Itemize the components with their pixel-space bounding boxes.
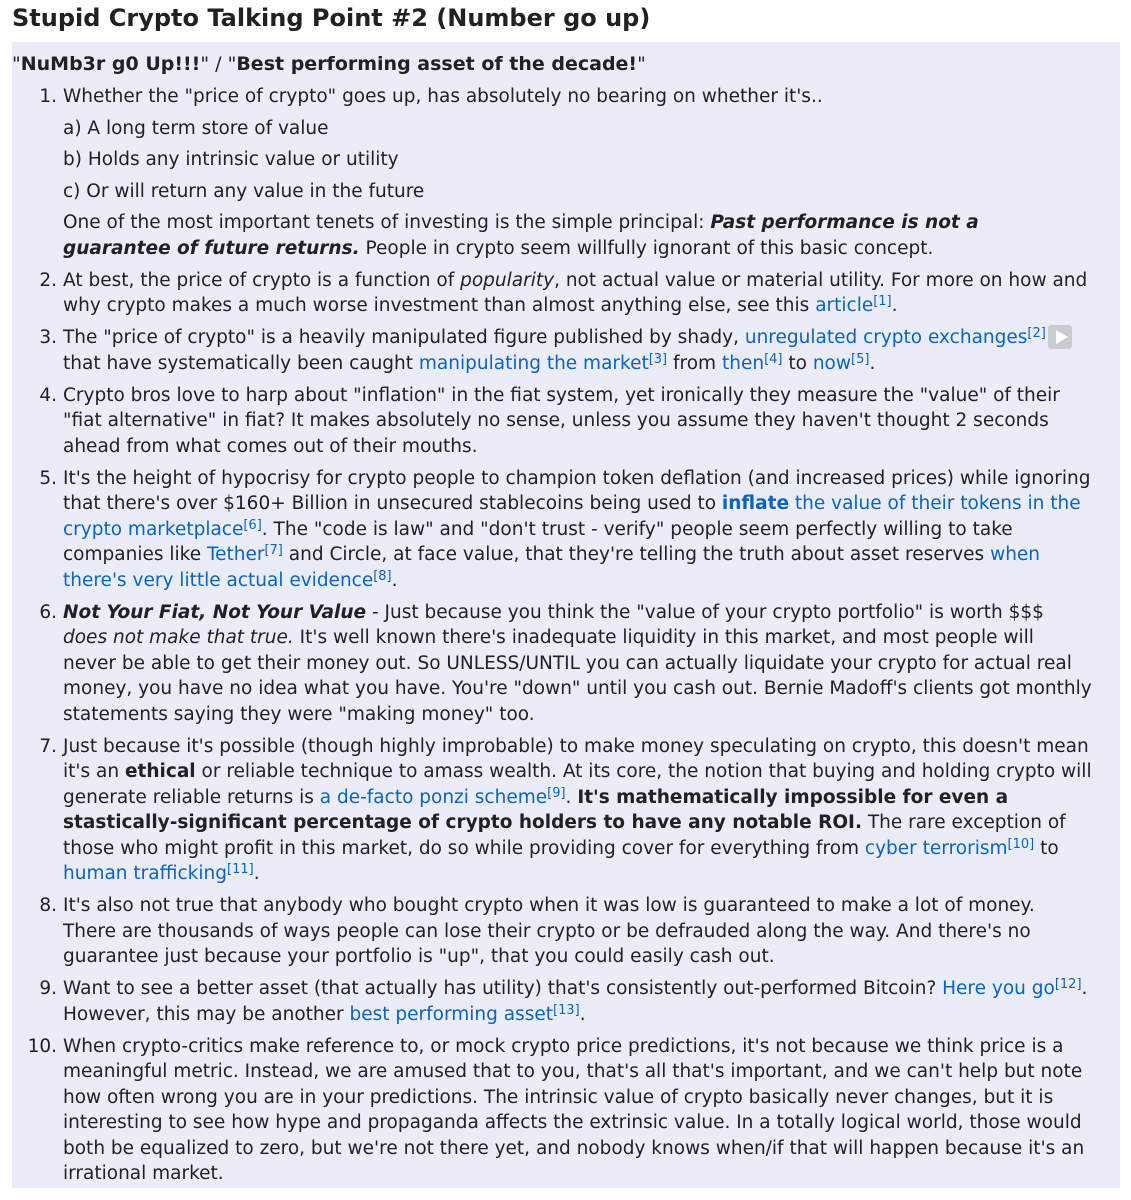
text-segment: . bbox=[391, 569, 398, 591]
citation-ref[interactable]: [2] bbox=[1027, 326, 1046, 341]
text-segment: The rare exception of those who might profit in this market, do so while providing cover for everything from bbox=[63, 812, 1066, 859]
item-text bbox=[63, 268, 1092, 319]
bold-italic-heading: Not Your Fiat, Not Your Value bbox=[63, 601, 367, 623]
list-item bbox=[12, 734, 1092, 887]
sub-item-c: c) Or will return any value in the future bbox=[63, 180, 425, 202]
text-segment: . bbox=[869, 352, 876, 374]
list-item bbox=[12, 893, 1092, 970]
text-segment: from bbox=[667, 352, 722, 374]
list-item bbox=[12, 268, 1092, 319]
text-segment: It's the height of hypocrisy for crypto people to champion token deflation (and increased prices) while ignoring that there's over $160+ Billion in unsecured stablecoins being used to bbox=[63, 467, 1091, 514]
best-performing-asset-link[interactable]: best performing asset bbox=[349, 1003, 553, 1025]
list-item bbox=[12, 84, 1092, 261]
item-text: Whether the "price of crypto" goes up, has absolutely no bearing on whether it's.. bbox=[63, 86, 823, 107]
principle-text-before: One of the most important tenets of investing is the simple principal: bbox=[63, 212, 711, 233]
citation-ref[interactable]: [6] bbox=[243, 517, 262, 533]
intro-quote-open: " bbox=[12, 53, 21, 75]
little-evidence-link[interactable]: when there's very little actual evidence bbox=[63, 544, 1041, 591]
intro-quote-close: " bbox=[637, 53, 646, 75]
citation-ref[interactable]: [8] bbox=[373, 568, 392, 584]
text-segment: . bbox=[565, 786, 578, 808]
citation-ref[interactable]: [13] bbox=[553, 1002, 580, 1018]
intro-separator: " / " bbox=[200, 53, 237, 75]
talking-points-list bbox=[12, 84, 1092, 1188]
item-text: When crypto-critics make reference to, or mock crypto price predictions, it's not because we think price is a meaningful metric. Instead, we are amused that to you, that's all that's important, and we can't help but note how often wrong you are in your predictions. The intrinsic value of crypto basically never changes, but it is interesting to see how hype and propaganda affects the extrinsic value. In a totally logical world, those would both be equalized to zero, but we're not there yet, and nobody knows when/if that will happen because it's an irrational market. bbox=[63, 1035, 1085, 1184]
item-text bbox=[63, 600, 1092, 728]
content-box bbox=[12, 42, 1120, 1188]
play-icon[interactable] bbox=[1048, 325, 1072, 349]
emphasis-text: does not make that true. bbox=[63, 627, 294, 648]
intro-slogan-1: NuMb3r g0 Up!!! bbox=[20, 53, 201, 75]
principle-emphasis: Past performance is not a guarantee of future returns. bbox=[63, 212, 979, 259]
item-text bbox=[63, 466, 1092, 594]
then-link[interactable]: then bbox=[721, 352, 765, 374]
tether-link[interactable]: Tether bbox=[206, 544, 265, 565]
text-segment: , not actual value or material utility. For more on how and why crypto makes a much worse investment than almost anything else, see this bbox=[63, 269, 1088, 316]
page-title: Stupid Crypto Talking Point #2 (Number go up) bbox=[12, 4, 651, 32]
item-text bbox=[63, 325, 1092, 376]
intro-slogan-2: Best performing asset of the decade! bbox=[236, 53, 638, 75]
cyber-terrorism-link[interactable]: cyber terrorism bbox=[864, 837, 1008, 859]
sub-item-b: b) Holds any intrinsic value or utility bbox=[63, 149, 399, 170]
text-segment: or reliable technique to amass wealth. At its core, the notion that buying and holding crypto will generate reliable returns is bbox=[63, 761, 1092, 808]
text-segment: Just because it's possible (though highly improbable) to make money speculating on crypto, this doesn't mean it's an bbox=[63, 735, 1089, 782]
text-segment: At best, the price of crypto is a function of bbox=[63, 269, 461, 291]
item-number: 10. bbox=[27, 1035, 57, 1057]
text-segment: . The "code is law" and "don't trust - verify" people seem perfectly willing to take companies like bbox=[63, 518, 1013, 565]
citation-ref[interactable]: [9] bbox=[547, 785, 566, 801]
text-segment: Want to see a better asset (that actually has utility) that's consistently out-performed Bitcoin? bbox=[63, 978, 943, 999]
list-item bbox=[12, 383, 1092, 460]
citation-ref[interactable]: [5] bbox=[851, 351, 870, 367]
item-number: 3. bbox=[39, 327, 57, 348]
human-trafficking-link[interactable]: human trafficking bbox=[63, 863, 227, 884]
sub-item-a: a) A long term store of value bbox=[63, 117, 329, 139]
text-segment: to bbox=[782, 352, 813, 374]
citation-ref[interactable]: [10] bbox=[1007, 836, 1035, 852]
text-segment: It's well known there's inadequate liquidity in this market, and most people will never be able to get their money out. So UNLESS/UNTIL you can actually liquidate your crypto for actual real money, you have no idea what you have. You're "down" until you cash out. Bernie Madoff's clients got monthly statements saying they were "making money" too. bbox=[63, 627, 1092, 725]
text-segment: - Just because you think the "value of your crypto portfolio" is worth $$$ bbox=[366, 601, 1044, 623]
text-segment: to bbox=[1034, 837, 1059, 859]
item-text bbox=[63, 734, 1092, 887]
inflate-link-rest: the value of their tokens in the crypto marketplace bbox=[63, 493, 1081, 540]
text-segment: . However, this may be another bbox=[63, 978, 1088, 1025]
manipulating-market-link[interactable]: manipulating the market bbox=[418, 352, 649, 374]
list-item bbox=[12, 466, 1092, 594]
emphasis-text: popularity bbox=[460, 269, 555, 291]
item-number: 4. bbox=[39, 384, 57, 406]
inflate-link-bold: inflate bbox=[721, 493, 790, 514]
item-number: 7. bbox=[39, 735, 57, 757]
list-item bbox=[12, 600, 1092, 728]
citation-ref[interactable]: [11] bbox=[227, 862, 254, 877]
intro-line bbox=[12, 50, 646, 78]
now-link[interactable]: now bbox=[812, 352, 852, 374]
text-segment: . bbox=[891, 295, 898, 316]
item-number: 8. bbox=[39, 895, 57, 916]
citation-ref[interactable]: [1] bbox=[873, 294, 892, 309]
here-you-go-link[interactable]: Here you go bbox=[942, 978, 1055, 999]
list-item bbox=[12, 325, 1092, 376]
text-segment: The "price of crypto" is a heavily manipulated figure published by shady, bbox=[63, 327, 745, 348]
article-link[interactable]: article bbox=[815, 295, 874, 316]
citation-ref[interactable]: [3] bbox=[648, 351, 668, 367]
citation-ref[interactable]: [4] bbox=[764, 351, 783, 367]
item-number: 9. bbox=[39, 978, 57, 999]
item-text: It's also not true that anybody who bought crypto when it was low is guaranteed to make a lot of money. There are thousands of ways people can lose their crypto or be defrauded along the way. And there's no guarantee just because your portfolio is "up", that you could easily cash out. bbox=[63, 895, 1035, 967]
citation-ref[interactable]: [7] bbox=[264, 543, 283, 558]
text-segment: . bbox=[253, 863, 260, 884]
unregulated-exchanges-link[interactable]: unregulated crypto exchanges bbox=[744, 327, 1028, 348]
item-number: 1. bbox=[39, 86, 57, 107]
item-number: 2. bbox=[39, 269, 57, 291]
ponzi-scheme-link[interactable]: a de-facto ponzi scheme bbox=[319, 786, 548, 808]
text-segment: . bbox=[579, 1003, 586, 1025]
citation-ref[interactable]: [12] bbox=[1054, 977, 1082, 992]
list-item bbox=[12, 1034, 1092, 1187]
text-segment: that have systematically been caught bbox=[63, 352, 419, 374]
principle-text-after: People in crypto seem willfully ignorant of this basic concept. bbox=[359, 237, 934, 259]
bold-text: It's mathematically impossible for even a stastically-significant percentage of crypto holders to have any notable ROI. bbox=[63, 786, 1009, 833]
bold-text: ethical bbox=[124, 761, 196, 782]
item-number: 6. bbox=[39, 601, 57, 623]
principle-paragraph bbox=[63, 210, 1092, 261]
item-text bbox=[63, 976, 1092, 1027]
list-item bbox=[12, 976, 1092, 1027]
item-number: 5. bbox=[39, 467, 57, 489]
text-segment: and Circle, at face value, that they're telling the truth about asset reserves bbox=[282, 544, 991, 565]
item-text: Crypto bros love to harp about "inflation" in the fiat system, yet ironically they measure the "value" of their "fiat alternative" in fiat? It makes absolutely no sense, unless you assume they haven't thought 2 seconds ahead from what comes out of their mouths. bbox=[63, 384, 1060, 457]
